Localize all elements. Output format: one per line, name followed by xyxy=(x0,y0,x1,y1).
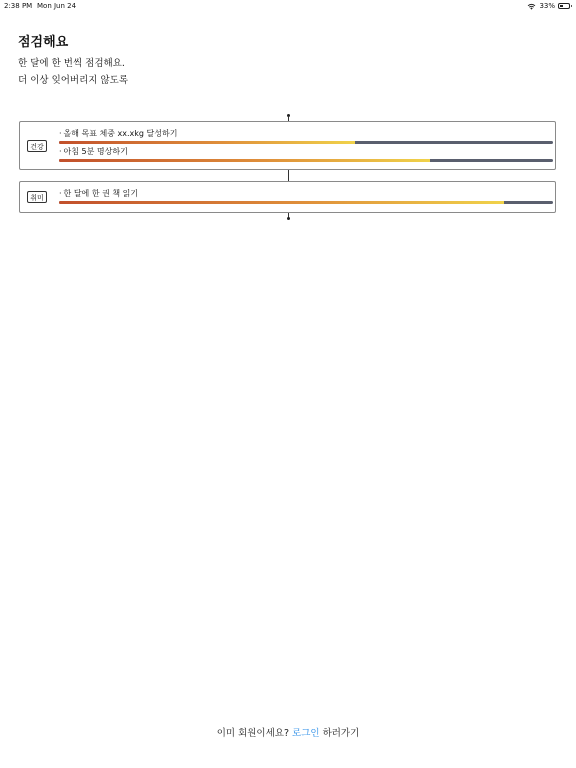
wifi-icon xyxy=(527,3,536,10)
goal-label xyxy=(59,189,553,199)
goal-progress-fill xyxy=(59,201,504,204)
battery-level-fill xyxy=(560,5,563,7)
description-line-1: 한 달에 한 번씩 점검해요. xyxy=(18,58,125,69)
page-description xyxy=(18,55,128,89)
goal-item[interactable] xyxy=(59,189,553,204)
category-card-hobby[interactable] xyxy=(19,181,556,213)
goal-bullet: · xyxy=(59,189,62,198)
footer-login-prompt xyxy=(0,727,576,741)
status-date: Mon Jun 24 xyxy=(37,2,77,10)
status-time: 2:38 PM xyxy=(4,2,33,10)
goal-text: 올해 목표 체중 xx.xkg 달성하기 xyxy=(63,129,178,138)
footer-prefix: 이미 회원이세요? xyxy=(216,728,293,739)
battery-icon xyxy=(558,3,570,9)
category-card-health[interactable] xyxy=(19,121,556,170)
timeline-end-dot xyxy=(287,217,290,220)
goal-text: 한 달에 한 권 책 읽기 xyxy=(63,189,139,198)
category-tag-health[interactable]: 건강 xyxy=(27,140,47,152)
goal-progress-fill xyxy=(59,141,355,144)
goal-progress-bar xyxy=(59,201,553,204)
goal-item[interactable] xyxy=(59,147,553,162)
goal-progress-bar xyxy=(59,159,553,162)
timeline-connector-middle xyxy=(288,170,289,181)
battery-percent: 33% xyxy=(539,2,555,10)
goal-bullet: · xyxy=(59,129,62,138)
description-line-2: 더 이상 잊어버리지 않도록 xyxy=(18,75,129,86)
goal-item[interactable] xyxy=(59,129,553,144)
goal-bullet: · xyxy=(59,147,62,156)
goal-label xyxy=(59,147,553,157)
page-title: 점검해요 xyxy=(18,35,69,50)
goal-progress-bar xyxy=(59,141,553,144)
category-tag-hobby[interactable]: 취미 xyxy=(27,191,47,203)
goal-text: 아침 5분 명상하기 xyxy=(63,147,128,156)
goal-progress-fill xyxy=(59,159,430,162)
status-indicators xyxy=(527,0,570,12)
footer-suffix: 하러가기 xyxy=(319,728,360,739)
goal-label xyxy=(59,129,553,139)
status-bar xyxy=(0,0,576,12)
login-link[interactable]: 로그인 xyxy=(292,728,320,739)
